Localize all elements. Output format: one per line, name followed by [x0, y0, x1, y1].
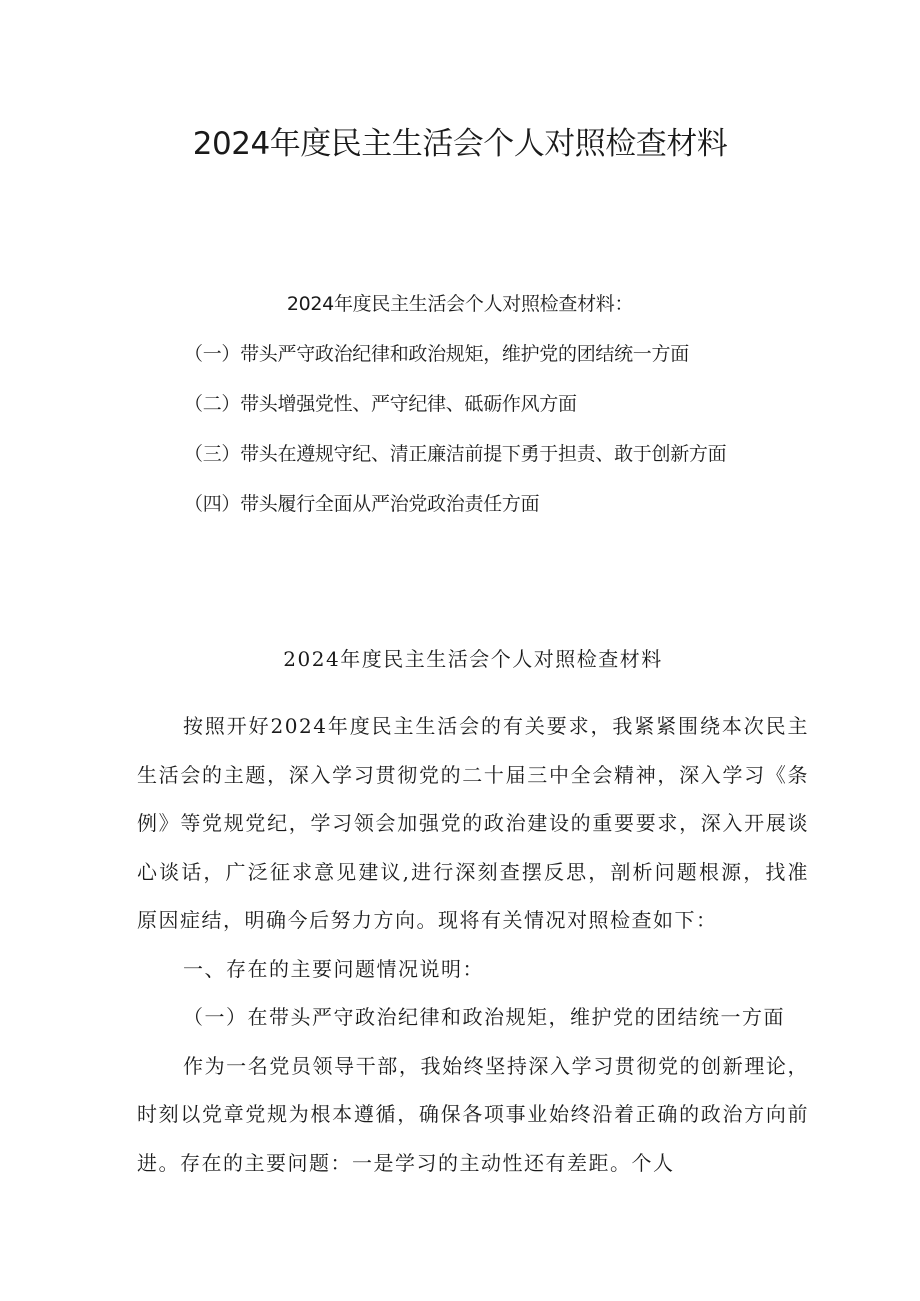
body-paragraph: 作为一名党员领导干部，我始终坚持深入学习贯彻党的创新理论，时刻以党章党规为根本遵循，确保各项事业始终沿着正确的政治方向前进。存在的主要问题：一是学习的主动性还有差距。个人: [137, 1053, 809, 1175]
toc-item: （四）带头履行全面从严治党政治责任方面: [184, 493, 540, 515]
document-body: [137, 636, 809, 1187]
toc-heading: 2024年度民主生活会个人对照检查材料：: [286, 293, 634, 315]
toc-item: （一）带头严守政治纪律和政治规矩，维护党的团结统一方面: [184, 343, 689, 365]
body-title: 2024年度民主生活会个人对照检查材料: [283, 647, 663, 671]
table-of-contents: [0, 282, 920, 532]
toc-item: （二）带头增强党性、严守纪律、砥砺作风方面: [184, 393, 577, 415]
toc-list: [0, 332, 920, 532]
subsection-heading: （一）在带头严守政治纪律和政治规矩，维护党的团结统一方面: [183, 1005, 785, 1029]
document-title: 2024年度民主生活会个人对照检查材料: [192, 126, 728, 162]
section-heading: 一、存在的主要问题情况说明：: [183, 956, 484, 981]
toc-item: （三）带头在遵规守纪、清正廉洁前提下勇于担责、敢于创新方面: [184, 443, 727, 465]
body-paragraph: 按照开好2024年度民主生活会的有关要求，我紧紧围绕本次民主生活会的主题，深入学习贯彻党的二十届三中全会精神，深入学习《条例》等党规党纪，学习领会加强党的政治建设的重要要求，深入开展谈心谈话，广泛征求意见建议,进行深刻查摆反思，剖析问题根源，找准原因症结，明确今后努力方向。现将有关情况对照检查如下：: [137, 714, 809, 932]
